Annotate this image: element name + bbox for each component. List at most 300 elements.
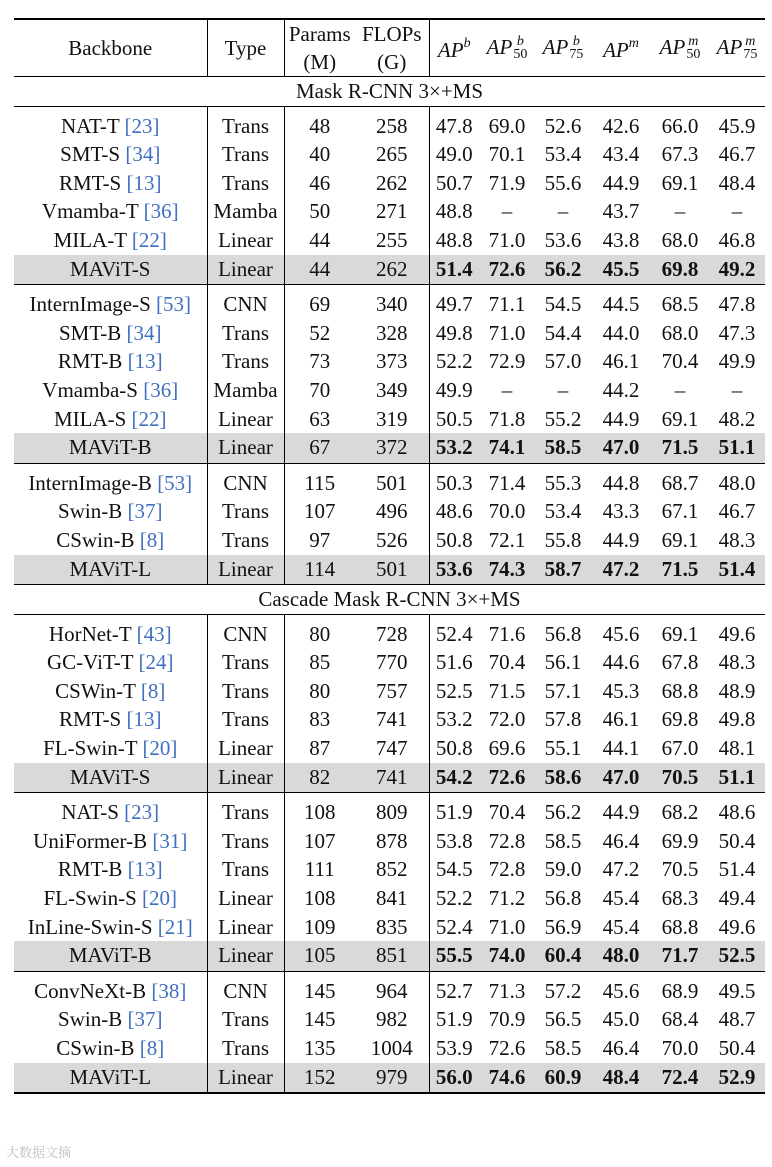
metric-cell: 57.0 bbox=[544, 349, 582, 374]
params-cell: 115 bbox=[284, 463, 355, 497]
metric-cell: 46.4 bbox=[602, 1036, 640, 1060]
params-cell: 52 bbox=[309, 320, 331, 345]
metric-base: AP bbox=[603, 37, 629, 62]
backbone-cell bbox=[14, 614, 207, 648]
type-cell: Trans bbox=[207, 677, 284, 706]
metric-cell: 60.9 bbox=[535, 1063, 591, 1094]
params-cell: 48 bbox=[309, 113, 331, 138]
params-cell: 44 bbox=[284, 255, 355, 285]
flops-cell: 979 bbox=[355, 1063, 429, 1094]
citation-link[interactable]: [34] bbox=[126, 320, 162, 345]
table-row bbox=[14, 855, 765, 884]
metric-cell: 43.8 bbox=[602, 227, 640, 252]
citation-link[interactable]: [21] bbox=[157, 914, 193, 939]
header-flops-line2: (G) bbox=[377, 50, 407, 74]
row-group bbox=[14, 793, 765, 972]
params-cell: 83 bbox=[309, 707, 331, 732]
backbone-name: RMT-B bbox=[57, 349, 123, 374]
metric-cell: 48.1 bbox=[718, 736, 756, 761]
table-row bbox=[14, 1034, 765, 1063]
metric-cell: 70.5 bbox=[661, 857, 699, 882]
metric-cell: 48.3 bbox=[718, 650, 756, 675]
backbone-cell bbox=[14, 1005, 207, 1034]
table-row bbox=[14, 405, 765, 434]
watermark: 大数据文摘 bbox=[6, 1146, 72, 1161]
citation-link[interactable]: [53] bbox=[157, 470, 193, 495]
metric-cell: 72.4 bbox=[651, 1063, 709, 1094]
metric-sup: m bbox=[688, 33, 699, 49]
backbone-name: FL-Swin-T bbox=[43, 736, 138, 761]
citation-link[interactable]: [13] bbox=[127, 857, 163, 882]
backbone-name: Vmamba-T bbox=[41, 199, 139, 224]
flops-cell: 878 bbox=[355, 827, 429, 856]
metric-cell: – bbox=[674, 377, 686, 402]
metric-cell: 49.0 bbox=[435, 142, 473, 167]
flops-cell: 728 bbox=[355, 614, 429, 648]
metric-cell: 71.1 bbox=[479, 285, 535, 319]
backbone-cell bbox=[14, 526, 207, 555]
params-cell: 85 bbox=[309, 650, 331, 675]
metric-cell: 52.2 bbox=[435, 886, 473, 911]
metric-cell: 74.6 bbox=[479, 1063, 535, 1094]
metric-cell: 44.9 bbox=[602, 406, 640, 431]
flops-cell: 373 bbox=[355, 347, 429, 376]
header-flops-line1: FLOPs bbox=[361, 22, 422, 46]
type-cell: Linear bbox=[207, 1063, 284, 1094]
backbone-cell bbox=[14, 319, 207, 348]
metric-cell: 47.0 bbox=[591, 763, 651, 793]
metric-cell: 55.1 bbox=[544, 736, 582, 761]
metric-cell: 47.2 bbox=[602, 857, 640, 882]
citation-link[interactable]: [8] bbox=[139, 527, 165, 552]
citation-link[interactable]: [38] bbox=[151, 978, 187, 1003]
params-cell: 46 bbox=[309, 170, 331, 195]
backbone-cell bbox=[14, 1063, 207, 1094]
table-row bbox=[14, 226, 765, 255]
metric-sub: 50 bbox=[513, 46, 528, 62]
metric-cell: 58.7 bbox=[535, 555, 591, 585]
flops-cell: 340 bbox=[355, 285, 429, 319]
metric-sup: b bbox=[572, 33, 580, 49]
params-cell: 50 bbox=[309, 199, 331, 224]
header-metric-1 bbox=[479, 19, 535, 77]
metric-cell: 59.0 bbox=[544, 857, 582, 882]
backbone-cell bbox=[14, 226, 207, 255]
metric-cell: 52.4 bbox=[435, 914, 473, 939]
backbone-cell bbox=[14, 555, 207, 585]
type-cell: Linear bbox=[207, 255, 284, 285]
backbone-name: NAT-T bbox=[60, 113, 120, 138]
metric-cell: 55.5 bbox=[429, 941, 479, 971]
citation-link[interactable]: [8] bbox=[140, 678, 166, 703]
metric-cell: 68.8 bbox=[661, 914, 699, 939]
backbone-name: InternImage-B bbox=[28, 470, 152, 495]
backbone-name: InternImage-S bbox=[29, 292, 151, 317]
metric-cell: 55.8 bbox=[544, 527, 582, 552]
section-title: Cascade Mask R-CNN 3×+MS bbox=[14, 585, 765, 615]
header-metric-5 bbox=[709, 19, 765, 77]
metric-cell: 68.5 bbox=[651, 285, 709, 319]
metric-cell: 72.1 bbox=[488, 527, 526, 552]
header-metric-3 bbox=[591, 19, 651, 77]
backbone-cell bbox=[14, 827, 207, 856]
type-cell: Linear bbox=[207, 763, 284, 793]
flops-cell: 328 bbox=[355, 319, 429, 348]
table-row bbox=[14, 884, 765, 913]
backbone-cell bbox=[14, 884, 207, 913]
citation-link[interactable]: [22] bbox=[131, 406, 167, 431]
metric-cell: 47.0 bbox=[591, 433, 651, 463]
citation-link[interactable]: [8] bbox=[139, 1036, 165, 1060]
metric-cell: 56.0 bbox=[429, 1063, 479, 1094]
citation-link[interactable]: [23] bbox=[124, 800, 160, 825]
backbone-cell bbox=[14, 677, 207, 706]
metric-cell: 52.5 bbox=[709, 941, 765, 971]
citation-link[interactable]: [36] bbox=[143, 199, 179, 224]
metric-cell: 44.6 bbox=[602, 650, 640, 675]
citation-link[interactable]: [22] bbox=[131, 227, 167, 252]
table-row bbox=[14, 555, 765, 585]
metric-sup: b bbox=[463, 35, 471, 51]
citation-link[interactable]: [43] bbox=[136, 621, 172, 646]
flops-cell: 349 bbox=[355, 376, 429, 405]
backbone-name: MAViT-L bbox=[69, 556, 152, 581]
backbone-name: UniFormer-B bbox=[33, 828, 148, 853]
metric-cell: 56.2 bbox=[535, 255, 591, 285]
metric-cell: 54.2 bbox=[429, 763, 479, 793]
params-cell: 63 bbox=[309, 406, 331, 431]
citation-link[interactable]: [37] bbox=[127, 1007, 163, 1032]
metric-cell: 54.5 bbox=[535, 285, 591, 319]
metric-cell: 50.5 bbox=[435, 406, 473, 431]
metric-cell: – bbox=[501, 377, 513, 402]
metric-cell: 57.2 bbox=[535, 971, 591, 1005]
metric-cell: 71.5 bbox=[488, 678, 526, 703]
metric-cell: 71.4 bbox=[479, 463, 535, 497]
metric-cell: 47.8 bbox=[709, 285, 765, 319]
metric-cell: 69.0 bbox=[488, 113, 526, 138]
backbone-name: CSWin-T bbox=[55, 678, 136, 703]
table-row bbox=[14, 648, 765, 677]
table-row bbox=[14, 1005, 765, 1034]
params-cell: 135 bbox=[304, 1036, 336, 1060]
metric-cell: 46.7 bbox=[718, 142, 756, 167]
type-cell: Trans bbox=[207, 169, 284, 198]
flops-cell: 835 bbox=[355, 913, 429, 942]
citation-link[interactable]: [13] bbox=[127, 349, 163, 374]
type-cell: CNN bbox=[207, 614, 284, 648]
type-cell: Trans bbox=[207, 1005, 284, 1034]
backbone-cell bbox=[14, 648, 207, 677]
metric-cell: 53.4 bbox=[544, 499, 582, 524]
metric-cell: 68.4 bbox=[661, 1007, 699, 1032]
citation-link[interactable]: [53] bbox=[156, 292, 192, 317]
backbone-name: SMT-S bbox=[60, 142, 121, 167]
type-cell: Trans bbox=[207, 319, 284, 348]
metric-cell: 57.8 bbox=[544, 707, 582, 732]
metric-cell: 47.8 bbox=[435, 113, 473, 138]
table-row bbox=[14, 433, 765, 463]
metric-base: AP bbox=[486, 35, 513, 60]
metric-cell: 56.1 bbox=[544, 650, 582, 675]
metric-cell: 72.6 bbox=[479, 255, 535, 285]
flops-cell: 741 bbox=[355, 763, 429, 793]
metric-cell: 42.6 bbox=[602, 113, 640, 138]
backbone-name: FL-Swin-S bbox=[43, 886, 137, 911]
flops-cell: 747 bbox=[355, 734, 429, 763]
params-cell: 108 bbox=[304, 886, 336, 911]
params-cell: 67 bbox=[284, 433, 355, 463]
metric-sub: 75 bbox=[569, 46, 584, 62]
type-cell: Linear bbox=[207, 884, 284, 913]
metric-cell: 48.8 bbox=[435, 199, 473, 224]
citation-link[interactable]: [13] bbox=[126, 707, 162, 732]
metric-cell: 70.0 bbox=[661, 1036, 699, 1060]
metric-cell: 51.1 bbox=[709, 763, 765, 793]
metric-cell: 51.4 bbox=[718, 857, 756, 882]
params-cell: 152 bbox=[284, 1063, 355, 1094]
metric-cell: 70.4 bbox=[661, 349, 699, 374]
backbone-cell bbox=[14, 913, 207, 942]
metric-cell: 69.8 bbox=[651, 255, 709, 285]
metric-cell: 68.0 bbox=[661, 320, 699, 345]
flops-cell: 496 bbox=[355, 497, 429, 526]
flops-cell: 319 bbox=[355, 405, 429, 434]
metric-cell: 50.4 bbox=[718, 828, 756, 853]
metric-cell: 46.4 bbox=[602, 828, 640, 853]
metric-cell: 50.3 bbox=[429, 463, 479, 497]
metric-cell: 49.8 bbox=[435, 320, 473, 345]
metric-sup: b bbox=[516, 33, 524, 49]
type-cell: Mamba bbox=[207, 376, 284, 405]
metric-cell: 44.9 bbox=[602, 527, 640, 552]
metric-cell: 49.2 bbox=[709, 255, 765, 285]
table-row bbox=[14, 376, 765, 405]
metric-cell: 54.4 bbox=[544, 320, 582, 345]
metric-cell: 44.8 bbox=[591, 463, 651, 497]
metric-sub: 50 bbox=[686, 46, 701, 62]
metric-cell: 43.7 bbox=[602, 199, 640, 224]
metric-cell: 71.8 bbox=[488, 406, 526, 431]
params-cell: 107 bbox=[304, 828, 336, 853]
citation-link[interactable]: [13] bbox=[126, 170, 162, 195]
flops-cell: 262 bbox=[355, 255, 429, 285]
metric-cell: 51.4 bbox=[429, 255, 479, 285]
metric-cell: 52.4 bbox=[435, 621, 473, 646]
metric-cell: 70.9 bbox=[488, 1007, 526, 1032]
citation-link[interactable]: [31] bbox=[152, 828, 188, 853]
metric-cell: 68.9 bbox=[651, 971, 709, 1005]
type-cell: Linear bbox=[207, 941, 284, 971]
type-cell: Trans bbox=[207, 1034, 284, 1063]
metric-cell: 45.9 bbox=[718, 113, 756, 138]
metric-cell: 69.1 bbox=[661, 406, 699, 431]
metric-cell: 70.4 bbox=[479, 793, 535, 827]
backbone-name: MAViT-L bbox=[69, 1064, 152, 1089]
params-cell: 40 bbox=[309, 142, 331, 167]
header-type: Type bbox=[207, 19, 284, 77]
backbone-name: MILA-T bbox=[53, 227, 127, 252]
metric-cell: 48.2 bbox=[718, 406, 756, 431]
table-row bbox=[14, 763, 765, 793]
metric-cell: 69.8 bbox=[661, 707, 699, 732]
metric-cell: 44.1 bbox=[602, 736, 640, 761]
metric-cell: 69.1 bbox=[661, 621, 699, 646]
metric-cell: 71.0 bbox=[488, 914, 526, 939]
metric-cell: 49.5 bbox=[709, 971, 765, 1005]
table-row bbox=[14, 677, 765, 706]
type-cell: Linear bbox=[207, 226, 284, 255]
backbone-name: ConvNeXt-B bbox=[34, 978, 147, 1003]
metric-cell: 71.3 bbox=[479, 971, 535, 1005]
metric-cell: 74.1 bbox=[479, 433, 535, 463]
metric-cell: 45.3 bbox=[602, 678, 640, 703]
backbone-name: Swin-B bbox=[58, 499, 123, 524]
flops-cell: 757 bbox=[355, 677, 429, 706]
table-row bbox=[14, 971, 765, 1005]
table-row bbox=[14, 705, 765, 734]
backbone-cell bbox=[14, 763, 207, 793]
flops-cell: 1004 bbox=[355, 1034, 429, 1063]
metric-cell: 45.6 bbox=[602, 621, 640, 646]
citation-link[interactable]: [24] bbox=[138, 650, 174, 675]
params-cell: 114 bbox=[284, 555, 355, 585]
citation-link[interactable]: [36] bbox=[143, 377, 179, 402]
backbone-cell bbox=[14, 197, 207, 226]
citation-link[interactable]: [34] bbox=[125, 142, 161, 167]
metric-cell: 46.8 bbox=[718, 227, 756, 252]
section-title-row bbox=[14, 77, 765, 107]
type-cell: CNN bbox=[207, 971, 284, 1005]
table-row bbox=[14, 255, 765, 285]
metric-cell: 58.5 bbox=[544, 828, 582, 853]
params-cell: 73 bbox=[309, 349, 331, 374]
metric-cell: – bbox=[674, 199, 686, 224]
header-backbone: Backbone bbox=[14, 19, 207, 77]
params-cell: 70 bbox=[309, 377, 331, 402]
table-row bbox=[14, 169, 765, 198]
backbone-name: MAViT-S bbox=[70, 256, 151, 281]
params-cell: 80 bbox=[309, 678, 331, 703]
metric-cell: 53.2 bbox=[435, 707, 473, 732]
metric-cell: 71.2 bbox=[488, 886, 526, 911]
params-cell: 80 bbox=[309, 621, 331, 646]
metric-cell: 48.6 bbox=[709, 793, 765, 827]
flops-cell: 841 bbox=[355, 884, 429, 913]
metric-cell: 67.8 bbox=[661, 650, 699, 675]
metric-cell: 53.2 bbox=[429, 433, 479, 463]
metric-cell: 69.1 bbox=[661, 527, 699, 552]
metric-cell: 48.0 bbox=[591, 941, 651, 971]
metric-cell: 72.8 bbox=[488, 857, 526, 882]
metric-cell: 69.9 bbox=[661, 828, 699, 853]
metric-cell: 52.6 bbox=[544, 113, 582, 138]
metric-cell: 48.4 bbox=[591, 1063, 651, 1094]
table-row bbox=[14, 827, 765, 856]
metric-cell: 58.6 bbox=[535, 763, 591, 793]
params-cell: 145 bbox=[284, 971, 355, 1005]
flops-cell: 809 bbox=[355, 793, 429, 827]
citation-link[interactable]: [23] bbox=[124, 113, 160, 138]
table-row bbox=[14, 913, 765, 942]
metric-cell: 44.5 bbox=[591, 285, 651, 319]
backbone-cell bbox=[14, 347, 207, 376]
type-cell: Linear bbox=[207, 913, 284, 942]
metric-cell: 46.1 bbox=[602, 349, 640, 374]
metric-base: AP bbox=[542, 35, 569, 60]
metric-cell: 49.6 bbox=[718, 621, 756, 646]
backbone-cell bbox=[14, 497, 207, 526]
row-group bbox=[14, 106, 765, 285]
metric-sup: m bbox=[628, 35, 639, 51]
metric-cell: 56.9 bbox=[544, 914, 582, 939]
metric-cell: 56.2 bbox=[535, 793, 591, 827]
backbone-cell bbox=[14, 376, 207, 405]
type-cell: Linear bbox=[207, 734, 284, 763]
header-metric-4 bbox=[651, 19, 709, 77]
type-cell: CNN bbox=[207, 285, 284, 319]
citation-link[interactable]: [37] bbox=[127, 499, 163, 524]
flops-cell: 964 bbox=[355, 971, 429, 1005]
metric-cell: 45.4 bbox=[602, 914, 640, 939]
metric-cell: 46.7 bbox=[718, 499, 756, 524]
metric-cell: 49.8 bbox=[718, 707, 756, 732]
backbone-cell bbox=[14, 1034, 207, 1063]
metric-cell: 72.0 bbox=[488, 707, 526, 732]
params-cell: 145 bbox=[304, 1007, 336, 1032]
flops-cell: 262 bbox=[355, 169, 429, 198]
backbone-name: RMT-S bbox=[58, 707, 122, 732]
backbone-name: RMT-B bbox=[57, 857, 123, 882]
header-row bbox=[14, 19, 765, 77]
backbone-cell bbox=[14, 255, 207, 285]
metric-cell: 71.5 bbox=[651, 433, 709, 463]
backbone-cell bbox=[14, 971, 207, 1005]
metric-cell: 69.6 bbox=[488, 736, 526, 761]
metric-cell: 46.1 bbox=[602, 707, 640, 732]
flops-cell: 258 bbox=[355, 106, 429, 140]
metric-cell: 47.2 bbox=[591, 555, 651, 585]
metric-cell: 56.8 bbox=[544, 621, 582, 646]
citation-link[interactable]: [20] bbox=[142, 886, 178, 911]
metric-cell: 71.6 bbox=[488, 621, 526, 646]
flops-cell: 852 bbox=[355, 855, 429, 884]
backbone-cell bbox=[14, 463, 207, 497]
header-metric-0 bbox=[429, 19, 479, 77]
metric-cell: 47.3 bbox=[718, 320, 756, 345]
header-params-line2: (M) bbox=[303, 50, 337, 74]
metric-cell: 60.4 bbox=[535, 941, 591, 971]
metric-cell: 66.0 bbox=[661, 113, 699, 138]
metric-cell: 48.3 bbox=[718, 527, 756, 552]
header-flops bbox=[355, 19, 429, 77]
backbone-cell bbox=[14, 941, 207, 971]
metric-cell: 50.8 bbox=[435, 736, 473, 761]
metric-cell: 55.3 bbox=[535, 463, 591, 497]
metric-cell: 72.6 bbox=[479, 763, 535, 793]
table-row bbox=[14, 285, 765, 319]
citation-link[interactable]: [20] bbox=[142, 736, 178, 761]
metric-cell: 48.4 bbox=[718, 170, 756, 195]
row-group bbox=[14, 614, 765, 793]
metric-sub: 75 bbox=[743, 46, 758, 62]
metric-cell: 74.0 bbox=[479, 941, 535, 971]
metric-cell: 68.0 bbox=[661, 227, 699, 252]
table-row bbox=[14, 319, 765, 348]
metric-cell: 44.9 bbox=[591, 793, 651, 827]
backbone-name: HorNet-T bbox=[48, 621, 132, 646]
type-cell: Trans bbox=[207, 827, 284, 856]
